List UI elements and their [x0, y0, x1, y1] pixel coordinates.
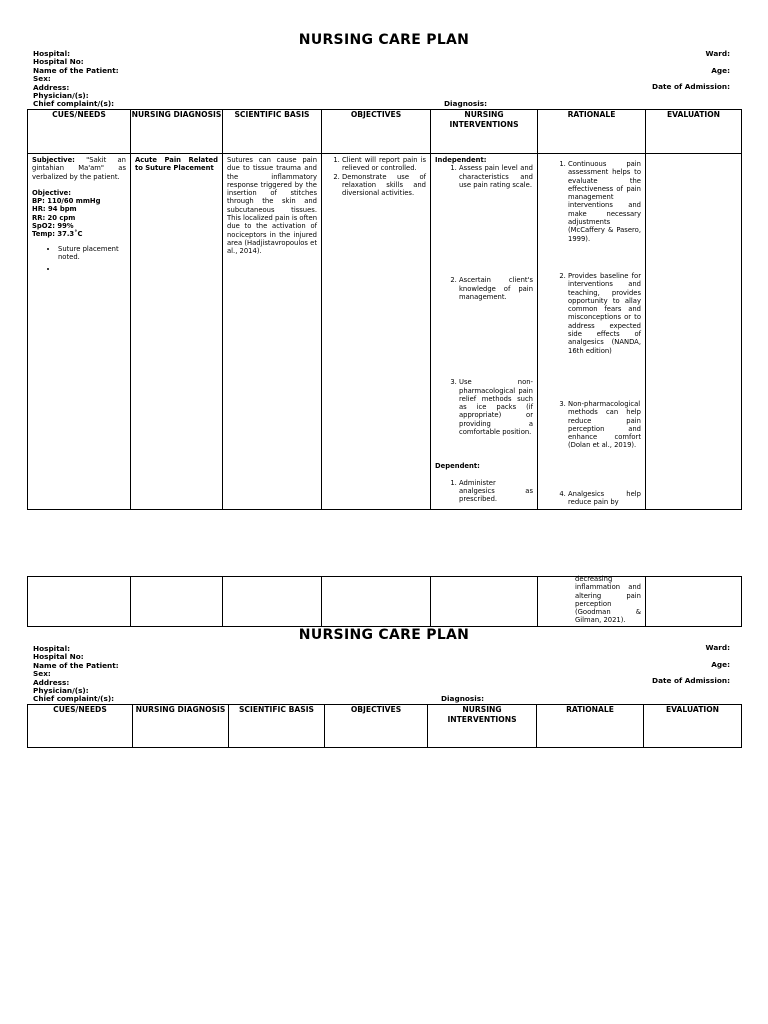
list-item: 3. Non-pharmacological methods can help reduce pain perception and enhance comfort (Dolan et al., 2019).	[568, 400, 641, 490]
diagnosis-cell	[131, 154, 223, 510]
list-item: • Suture placement noted.	[58, 245, 126, 262]
dependent-label: Dependent:	[435, 462, 480, 471]
admission-date-label: Date of Admission:	[652, 676, 730, 686]
rationale-continued-text: decreasing inflammation and altering pain perception (Goodman & Gilman, 2021).	[575, 575, 641, 625]
vital-temp: Temp: 37.3˚C	[32, 230, 83, 239]
ward-label: Ward:	[705, 643, 730, 652]
continuation-cell	[646, 577, 742, 627]
table-header-row	[28, 110, 742, 154]
col-nursing-diagnosis: NURSING DIAGNOSIS	[133, 705, 229, 748]
list-item: 2. Demonstrate use of relaxation skills and diversional activities.	[342, 173, 426, 198]
list-item: 1. Administer analgesics as prescribed.	[459, 479, 533, 504]
diagnosis-label: Diagnosis:	[444, 99, 488, 108]
table-header-row	[28, 705, 742, 748]
col-rationale: RATIONALE	[538, 110, 646, 154]
continuation-cell	[131, 577, 223, 627]
sex-label: Sex:	[33, 669, 51, 679]
hospital-no-label: Hospital No:	[33, 652, 84, 662]
subjective-text: "Sakit an gintahian Ma'am" as verbalized by the patient.	[32, 156, 126, 181]
table-row	[28, 577, 742, 627]
continuation-table	[27, 576, 742, 627]
col-objectives: OBJECTIVES	[322, 110, 431, 154]
col-nursing-diagnosis: NURSING DIAGNOSIS	[131, 110, 223, 154]
col-scientific-basis: SCIENTIFIC BASIS	[229, 705, 325, 748]
list-item: 1. Assess pain level and characteristics and use pain rating scale.	[459, 164, 533, 276]
care-plan-table	[27, 109, 742, 510]
diagnosis-label: Diagnosis:	[441, 694, 485, 703]
page-title: NURSING CARE PLAN	[298, 32, 470, 48]
vital-hr: HR: 94 bpm	[32, 205, 77, 214]
rationale-cell	[538, 154, 646, 510]
list-item	[58, 265, 126, 273]
col-cues-needs: CUES/NEEDS	[28, 705, 133, 748]
col-objectives: OBJECTIVES	[325, 705, 428, 748]
page-title-2: NURSING CARE PLAN	[298, 627, 470, 643]
patient-info-right-2	[652, 640, 730, 690]
scientific-basis-cell	[223, 154, 322, 510]
col-rationale: RATIONALE	[537, 705, 644, 748]
age-label: Age:	[711, 65, 730, 75]
nursing-diagnosis-text: Acute Pain Related to Suture Placement	[135, 156, 218, 173]
address-label: Address:	[33, 677, 70, 687]
list-item: 2. Ascertain client's knowledge of pain management.	[459, 276, 533, 378]
patient-info-left-2	[33, 644, 485, 704]
continuation-cell	[538, 577, 646, 627]
physician-label: Physician/(s):	[33, 91, 89, 101]
scientific-basis-text: Sutures can cause pain due to tissue trauma and the inflammatory response triggered by the insertion of stitches through the skin and subcutaneous tissues. This localized pain is often due to the activation of nociceptors in the injured area (Hadjistavropoulos et al., 2014).	[227, 156, 318, 256]
list-item: 3. Use non-pharmacological pain relief methods such as ice packs (if appropriate) or providing a comfortable position.	[459, 378, 533, 458]
continuation-cell	[431, 577, 538, 627]
chief-complaint-label: Chief complaint/(s):	[33, 694, 115, 704]
hospital-label: Hospital:	[33, 49, 71, 58]
col-cues-needs: CUES/NEEDS	[28, 110, 131, 154]
vital-rr: RR: 20 cpm	[32, 213, 76, 222]
patient-name-label: Name of the Patient:	[33, 65, 119, 75]
patient-info-left	[33, 49, 488, 109]
list-item: 1. Client will report pain is relieved or controlled.	[342, 156, 426, 173]
age-label: Age:	[711, 659, 730, 669]
chief-complaint-label: Chief complaint/(s):	[33, 99, 115, 109]
col-nursing-interventions: NURSING INTERVENTIONS	[431, 110, 538, 154]
vital-spo2: SpO2: 99%	[32, 222, 74, 231]
address-label: Address:	[33, 82, 70, 92]
col-evaluation: EVALUATION	[646, 110, 742, 154]
col-scientific-basis: SCIENTIFIC BASIS	[223, 110, 322, 154]
table-row	[28, 154, 742, 510]
patient-name-label: Name of the Patient:	[33, 660, 119, 670]
evaluation-cell	[646, 154, 742, 510]
physician-label: Physician/(s):	[33, 686, 89, 696]
care-plan-table-2	[27, 704, 742, 748]
hospital-no-label: Hospital No:	[33, 57, 84, 67]
col-nursing-interventions: NURSING INTERVENTIONS	[428, 705, 537, 748]
subjective-label: Subjective:	[32, 156, 75, 164]
list-item: 2. Provides baseline for interventions and teaching, provides opportunity to allay common fears and misconceptions or to address expected side effects of analgesics (NANDA, 16th edition)	[568, 272, 641, 400]
continuation-cell	[223, 577, 322, 627]
admission-date-label: Date of Admission:	[652, 82, 730, 92]
independent-label: Independent:	[435, 156, 487, 164]
sex-label: Sex:	[33, 74, 51, 84]
list-item: 4. Analgesics help reduce pain by	[568, 490, 641, 507]
subjective-cue	[32, 156, 126, 181]
objectives-cell	[322, 154, 431, 510]
list-item: 1. Continuous pain assessment helps to evaluate the effectiveness of pain management interventions and make necessary adjustments (McCaffery & Pasero, 1999).	[568, 160, 641, 272]
vital-bp: BP: 110/60 mmHg	[32, 197, 101, 206]
interventions-cell	[431, 154, 538, 510]
continuation-cell	[322, 577, 431, 627]
cues-cell	[28, 154, 131, 510]
ward-label: Ward:	[705, 49, 730, 58]
col-evaluation: EVALUATION	[644, 705, 742, 748]
patient-info-right	[652, 46, 730, 96]
hospital-label: Hospital:	[33, 644, 71, 653]
continuation-cell	[28, 577, 131, 627]
objective-label: Objective:	[32, 188, 71, 197]
